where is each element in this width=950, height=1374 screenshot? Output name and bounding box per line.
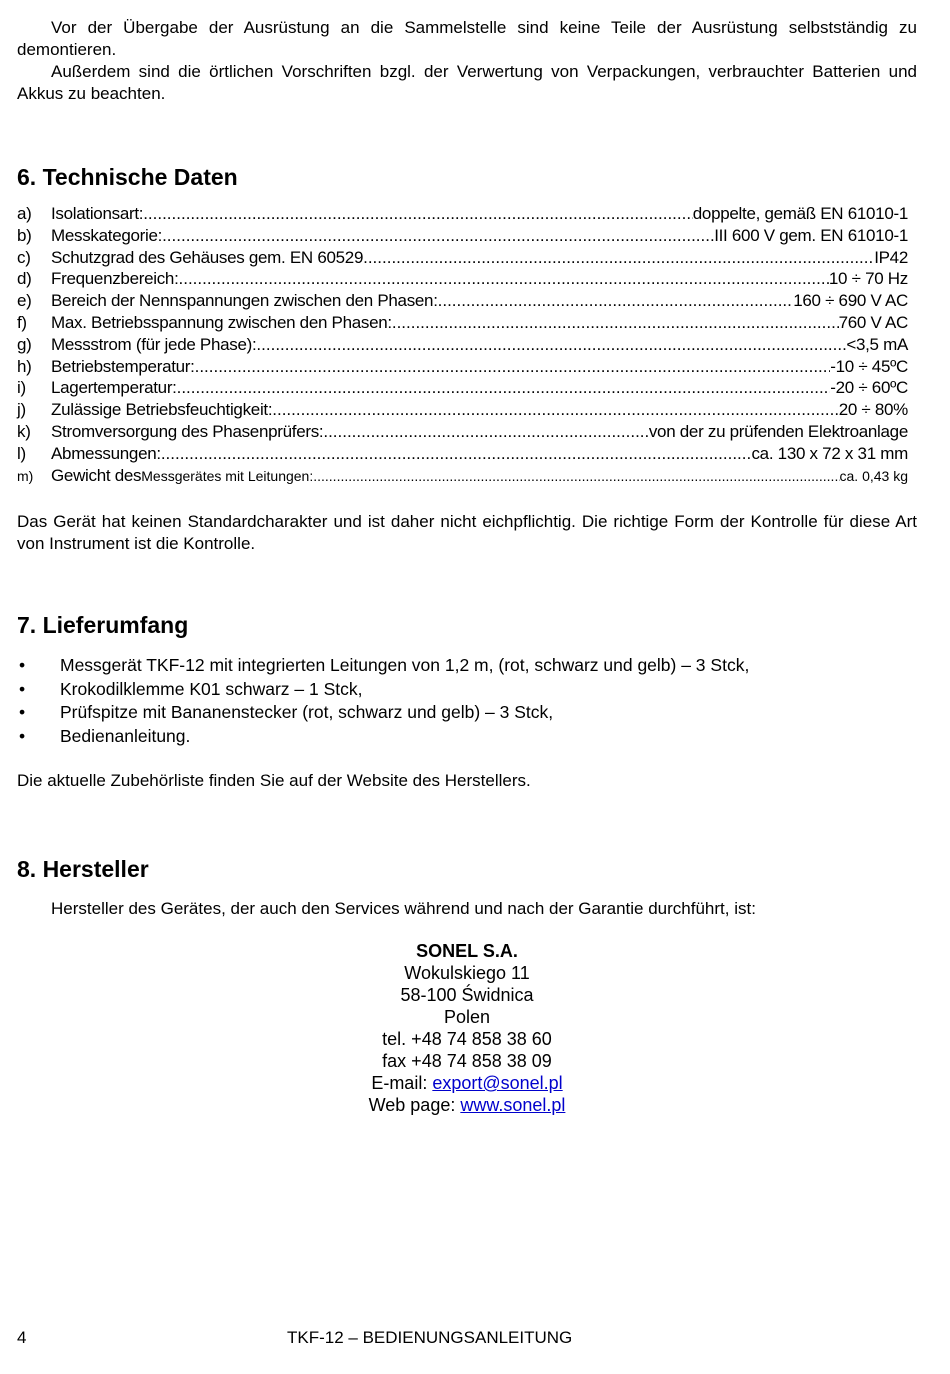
spec-letter: i) <box>17 378 26 398</box>
leader-dots <box>438 291 794 311</box>
address-city: 58-100 Świdnica <box>400 985 534 1005</box>
spec-letter: d) <box>17 269 32 289</box>
list-item <box>17 654 749 678</box>
spec-value: doppelte, gemäß EN 61010-1 <box>692 204 908 223</box>
spec-value: <3,5 mA <box>846 334 908 354</box>
leader-dots <box>162 226 714 246</box>
spec-value: 20 ÷ 80% <box>838 400 908 420</box>
spec-letter: l) <box>17 443 26 463</box>
spec-row <box>17 335 908 357</box>
section-8-heading: 8. Hersteller <box>17 856 149 882</box>
leader-dots <box>179 269 829 289</box>
intro-paragraph-2: Außerdem sind die örtlichen Vorschriften bzgl. der Verwertung von Verpackungen, verbrauchter Batterien und Akkus zu beachten. <box>17 62 917 103</box>
leader-dots <box>323 422 649 442</box>
spec-row <box>17 378 908 400</box>
company-name: SONEL S.A. <box>416 941 518 961</box>
footer-title: TKF-12 – BEDIENUNGSANLEITUNG <box>287 1328 573 1347</box>
accessories-note: Die aktuelle Zubehörliste finden Sie auf der Website des Herstellers. <box>17 771 531 790</box>
delivery-list <box>17 654 749 748</box>
spec-list <box>17 204 908 487</box>
spec-value: 10 ÷ 70 Hz <box>828 269 908 289</box>
address-country: Polen <box>443 1007 491 1027</box>
manufacturer-intro: Hersteller des Gerätes, der auch den Services während und nach der Garantie durchführt, ist: <box>51 899 756 918</box>
spec-label: Max. Betriebsspannung zwischen den Phasen: <box>51 312 392 332</box>
spec-label: Gewicht des <box>51 465 142 485</box>
spec-row <box>17 444 908 466</box>
leader-dots <box>313 468 839 484</box>
spec-letter: f) <box>17 312 27 332</box>
leader-dots <box>363 248 874 268</box>
spec-value: III 600 V gem. EN 61010-1 <box>714 225 908 245</box>
address-street: Wokulskiego 11 <box>404 963 530 983</box>
spec-row <box>17 466 908 488</box>
spec-letter: j) <box>17 400 26 420</box>
list-item-text: Bedienanleitung. <box>60 725 191 746</box>
leader-dots <box>256 335 846 355</box>
spec-label-suffix: Messgerätes mit Leitungen: <box>141 467 314 484</box>
spec-label: Betriebstemperatur: <box>51 356 195 376</box>
spec-value: -20 ÷ 60ºC <box>830 378 908 398</box>
spec-letter: g) <box>17 334 32 354</box>
spec-label: Messkategorie: <box>51 225 163 245</box>
page-number: 4 <box>17 1328 27 1347</box>
spec-label: Lagertemperatur: <box>51 378 177 398</box>
list-item-text: Krokodilklemme K01 schwarz – 1 Stck, <box>60 678 363 699</box>
spec-letter: e) <box>17 291 32 311</box>
spec-letter: a) <box>17 204 32 223</box>
bullet-icon: • <box>19 678 26 699</box>
spec-row <box>17 248 908 270</box>
spec-label: Zulässige Betriebsfeuchtigkeit: <box>51 400 273 420</box>
section-7-heading: 7. Lieferumfang <box>17 612 189 638</box>
spec-row <box>17 422 908 444</box>
spec-row <box>17 357 908 379</box>
spec-label: Stromversorgung des Phasenprüfers: <box>51 421 324 441</box>
spec-row <box>17 313 908 335</box>
spec-row <box>17 226 908 248</box>
spec-letter: m) <box>17 467 34 484</box>
spec-label: Messstrom (für jede Phase): <box>51 334 257 354</box>
spec-value: ca. 130 x 72 x 31 mm <box>751 443 908 463</box>
intro-paragraph-1: Vor der Übergabe der Ausrüstung an die Sammelstelle sind keine Teile der Ausrüstung selbstständig zu demontieren. <box>17 18 917 59</box>
spec-value: 760 V AC <box>838 312 908 332</box>
website-label: Web page: <box>368 1095 461 1115</box>
spec-label: Schutzgrad des Gehäuses gem. EN 60529 <box>51 247 364 267</box>
spec-letter: c) <box>17 247 31 267</box>
list-item-text: Prüfspitze mit Bananenstecker (rot, schwarz und gelb) – 3 Stck, <box>60 702 554 722</box>
list-item <box>17 701 749 725</box>
spec-row <box>17 204 908 226</box>
fax-number: fax +48 74 858 38 09 <box>382 1051 552 1071</box>
spec-value: von der zu prüfenden Elektroanlage <box>648 421 908 441</box>
website-line <box>200 1094 734 1116</box>
spec-value: ca. 0,43 kg <box>839 467 908 484</box>
bullet-icon: • <box>19 655 26 675</box>
list-item <box>17 678 749 702</box>
calibration-note: Das Gerät hat keinen Standardcharakter und ist daher nicht eichpflichtig. Die richtige Form der Kontrolle für diese Art von Instrument ist die Kontrolle. <box>17 512 917 553</box>
list-item-text: Messgerät TKF-12 mit integrierten Leitungen von 1,2 m, (rot, schwarz und gelb) – 3 Stck, <box>60 655 750 675</box>
bullet-icon: • <box>19 702 26 722</box>
leader-dots <box>272 400 838 420</box>
spec-letter: k) <box>17 421 31 441</box>
spec-row <box>17 269 908 291</box>
email-label: E-mail: <box>371 1073 433 1093</box>
spec-value: -10 ÷ 45ºC <box>830 356 908 376</box>
spec-label: Abmessungen: <box>51 443 161 463</box>
spec-value: 160 ÷ 690 V AC <box>793 291 908 311</box>
manufacturer-address <box>200 940 734 1116</box>
email-line <box>200 1072 734 1094</box>
spec-label: Frequenzbereich: <box>51 269 179 289</box>
leader-dots <box>392 313 839 333</box>
leader-dots <box>161 444 752 464</box>
website-link[interactable]: www.sonel.pl <box>460 1095 566 1115</box>
leader-dots <box>195 357 831 377</box>
spec-row <box>17 291 908 313</box>
spec-letter: b) <box>17 225 32 245</box>
leader-dots <box>143 204 693 224</box>
spec-row <box>17 400 908 422</box>
email-link[interactable]: export@sonel.pl <box>432 1073 563 1093</box>
spec-letter: h) <box>17 356 32 376</box>
spec-label: Bereich der Nennspannungen zwischen den Phasen: <box>51 291 438 311</box>
spec-value: IP42 <box>874 247 908 267</box>
list-item <box>17 725 749 749</box>
bullet-icon: • <box>19 725 26 746</box>
phone-number: tel. +48 74 858 38 60 <box>382 1029 552 1049</box>
spec-label: Isolationsart: <box>51 204 144 223</box>
section-6-heading: 6. Technische Daten <box>17 164 238 190</box>
leader-dots <box>177 378 831 398</box>
